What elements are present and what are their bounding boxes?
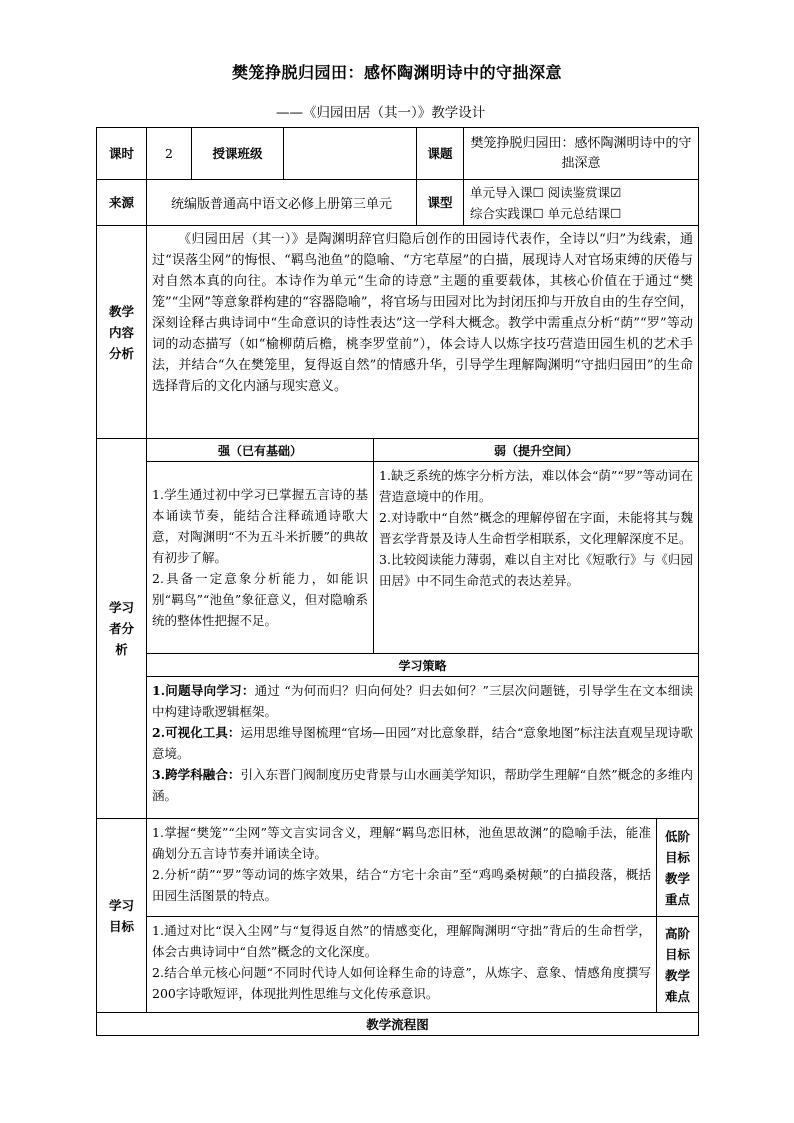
objective-item: 1.掌握“樊笼”“尘网”等文言实词含义，理解“羁鸟恋旧林，池鱼思故渊”的隐喻手法，能准确划分五言诗节奏并诵读全诗。 bbox=[152, 825, 651, 861]
weak-item: 2.对诗歌中“自然”概念的理解停留在字面，未能将其与魏晋玄学背景及诗人生命哲学相联系，文化理解深度不足。 bbox=[379, 510, 693, 546]
lesson-type-line-1: 单元导入课☐ 阅读鉴赏课☑ bbox=[470, 184, 622, 200]
strategy-item: 2.可视化工具：运用思维导图梳理“官场—田园”对比意象群，结合“意象地图”标注法直观呈现诗歌意境。 bbox=[152, 725, 693, 761]
weak-item: 1.缺乏系统的炼字分析方法，难以体会“荫”“罗”等动词在营造意境中的作用。 bbox=[379, 468, 693, 504]
strategy-item: 1.问题导向学习：通过 “为何而归？归向何处？归去如何？”三层次问题链，引导学生在文本细读中构建诗歌逻辑框架。 bbox=[152, 683, 693, 719]
flow-chart-header: 教学流程图 bbox=[97, 1013, 699, 1036]
class-value bbox=[284, 128, 417, 180]
strategy-list bbox=[147, 677, 699, 819]
topic-value: 樊笼挣脱归园田：感怀陶渊明诗中的守拙深意 bbox=[464, 128, 699, 180]
content-analysis-text: 《归园田居（其一）》是陶渊明辞官归隐后创作的田园诗代表作，全诗以“归”为线索，通过“误落尘网”的悔恨、“羁鸟池鱼”的隐喻、“方宅草屋”的白描，展现诗人对官场束缚的厌倦与对自然本真的向往。本诗作为单元“生命的诗意”主题的重要载体，其核心价值在于通过“樊笼”“尘网”等意象群构建的“容器隐喻”，将官场与田园对比为封闭压抑与开放自由的生存空间，深刻诠释古典诗词中“生命意识的诗性表达”这一学科大概念。教学中需重点分析“荫”“罗”等动词的动态描写（如“榆柳荫后檐，桃李罗堂前”），体会诗人以炼字技巧营造田园生机的艺术手法，并结合“久在樊笼里，复得返自然”的情感升华，引导学生理解陶渊明“守拙归园田”的生命选择背后的文化内涵与现实意义。 bbox=[147, 226, 699, 439]
lesson-hours-value: 2 bbox=[147, 128, 192, 180]
topic-label: 课题 bbox=[417, 128, 464, 180]
document-subtitle: ——《归园田居（其一）》教学设计 bbox=[276, 105, 486, 121]
class-label: 授课班级 bbox=[192, 128, 284, 180]
strong-points bbox=[147, 462, 374, 654]
strong-header: 强（已有基础） bbox=[147, 439, 374, 462]
objective-item: 2.分析“荫”“罗”等动词的炼字效果，结合“方宅十余亩”至“鸡鸣桑树颠”的白描段落，概括田园生活图景的特点。 bbox=[152, 867, 651, 903]
lesson-hours-label: 课时 bbox=[97, 128, 147, 180]
strong-item: 1.学生通过初中学习已掌握五言诗的基本诵读节奏，能结合注释疏通诗歌大意，对陶渊明“不为五斗米折腰”的典故有初步了解。 bbox=[152, 487, 368, 565]
source-label: 来源 bbox=[97, 180, 147, 226]
high-level-tag: 高阶 目标 教学 难点 bbox=[657, 917, 699, 1013]
objective-item: 2.结合单元核心问题“不同时代诗人如何诠释生命的诗意”，从炼字、意象、情感角度撰写200字诗歌短评，体现批判性思维与文化传承意识。 bbox=[152, 965, 651, 1001]
low-level-objectives bbox=[147, 819, 657, 917]
strategy-item: 3.跨学科融合：引入东晋门阀制度历史背景与山水画美学知识，帮助学生理解“自然”概念的多维内涵。 bbox=[152, 767, 693, 803]
objectives-label: 学习目标 bbox=[97, 819, 147, 1013]
weak-item: 3.比较阅读能力薄弱，难以自主对比《短歌行》与《归园田居》中不同生命范式的表达差异。 bbox=[379, 552, 693, 588]
strong-item: 2.具备一定意象分析能力，如能识别“羁鸟”“池鱼”象征意义，但对隐喻系统的整体性把握不足。 bbox=[152, 571, 368, 628]
weak-header: 弱（提升空间） bbox=[374, 439, 699, 462]
type-label: 课型 bbox=[417, 180, 464, 226]
source-value: 统编版普通高中语文必修上册第三单元 bbox=[147, 180, 417, 226]
high-level-objectives bbox=[147, 917, 657, 1013]
learner-analysis-label: 学习者分析 bbox=[97, 439, 147, 819]
low-level-tag: 低阶 目标 教学 重点 bbox=[657, 819, 699, 917]
weak-points bbox=[374, 462, 699, 654]
lesson-type-line-2: 综合实践课☐ 单元总结课☐ bbox=[470, 205, 622, 221]
content-analysis-label: 教学内容分析 bbox=[97, 226, 147, 439]
lesson-plan-table bbox=[96, 127, 699, 1036]
strategy-header: 学习策略 bbox=[147, 654, 699, 677]
objective-item: 1.通过对比“误入尘网”与“复得返自然”的情感变化，理解陶渊明“守拙”背后的生命哲学，体会古典诗词中“自然”概念的文化深度。 bbox=[152, 923, 651, 959]
document-title: 樊笼挣脱归园田：感怀陶渊明诗中的守拙深意 bbox=[231, 63, 562, 82]
lesson-type-options bbox=[464, 180, 699, 226]
